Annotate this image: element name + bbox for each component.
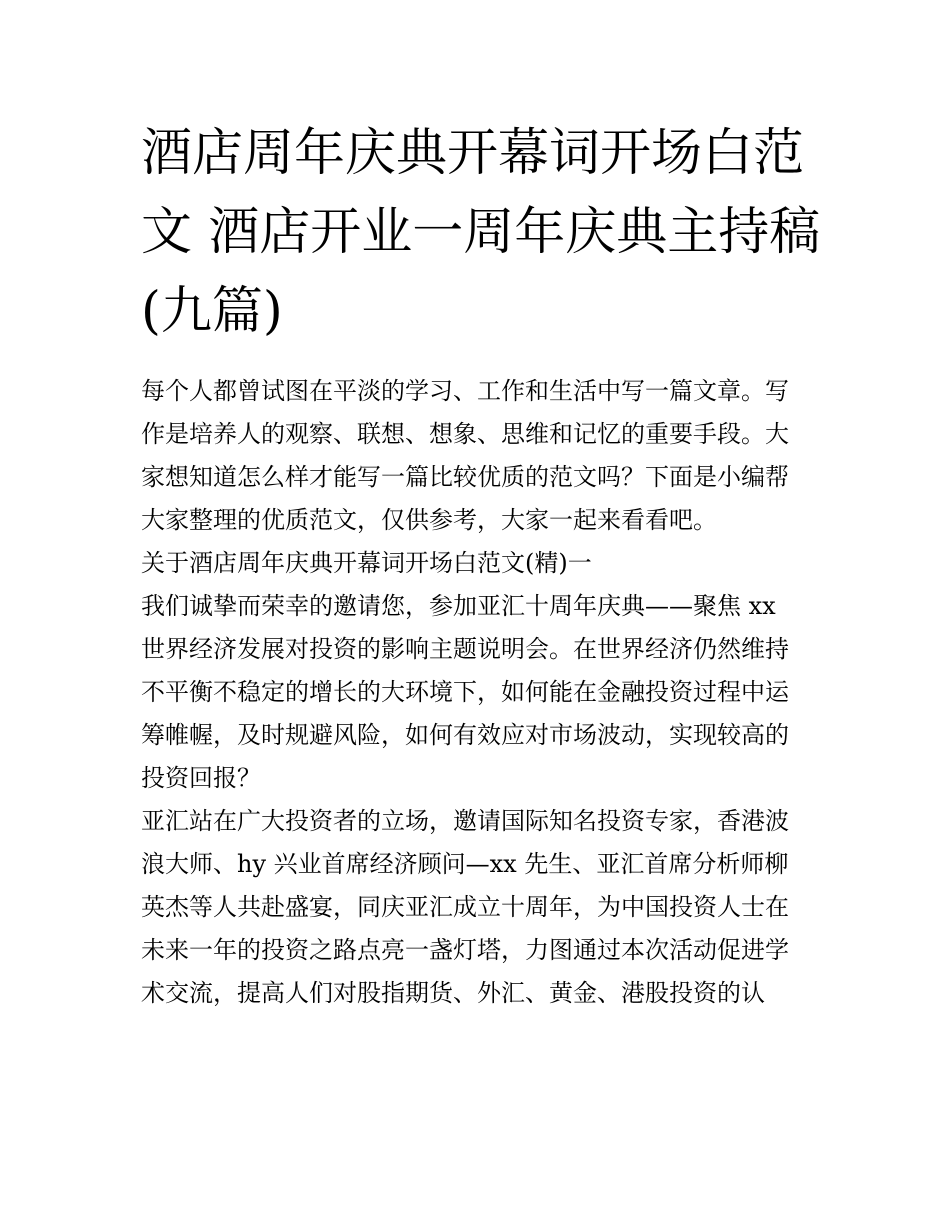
text-line: 英杰等人共赴盛宴，同庆亚汇成立十周年，为中国投资人士在 <box>141 893 789 921</box>
intro-paragraph <box>141 370 813 542</box>
text-line: 关于酒店周年庆典开幕词开场白范文(精)一 <box>141 549 592 577</box>
text-line: 浪大师、hy 兴业首席经济顾问—xx 先生、亚汇首席分析师柳 <box>141 850 789 878</box>
text-line: 世界经济发展对投资的影响主题说明会。在世界经济仍然维持 <box>141 635 789 663</box>
text-line: 每个人都曾试图在平淡的学习、工作和生活中写一篇文章。写 <box>141 377 789 405</box>
title-line: 文 酒店开业一周年庆典主持稿 <box>141 203 821 262</box>
text-line: 未来一年的投资之路点亮一盏灯塔，力图通过本次活动促进学 <box>141 936 789 964</box>
document-body <box>141 370 813 1015</box>
invitation-paragraph <box>141 585 813 800</box>
text-line: 亚汇站在广大投资者的立场，邀请国际知名投资专家，香港波 <box>141 807 789 835</box>
document-title <box>141 114 821 351</box>
experts-paragraph <box>141 800 813 1015</box>
section-heading <box>141 542 813 585</box>
text-line: 我们诚挚而荣幸的邀请您，参加亚汇十周年庆典——聚焦 xx <box>141 592 776 620</box>
title-line: 酒店周年庆典开幕词开场白范 <box>141 124 805 183</box>
title-line: (九篇) <box>141 282 283 341</box>
text-line: 作是培养人的观察、联想、想象、思维和记忆的重要手段。大 <box>141 420 789 448</box>
text-line: 大家整理的优质范文，仅供参考，大家一起来看看吧。 <box>141 506 717 534</box>
text-line: 投资回报？ <box>141 764 261 792</box>
text-line: 筹帷幄，及时规避风险，如何有效应对市场波动，实现较高的 <box>141 721 789 749</box>
text-line: 家想知道怎么样才能写一篇比较优质的范文吗？下面是小编帮 <box>141 463 789 491</box>
text-line: 不平衡不稳定的增长的大环境下，如何能在金融投资过程中运 <box>141 678 789 706</box>
document-page <box>141 114 821 1015</box>
text-line: 术交流，提高人们对股指期货、外汇、黄金、港股投资的认 <box>141 979 765 1007</box>
